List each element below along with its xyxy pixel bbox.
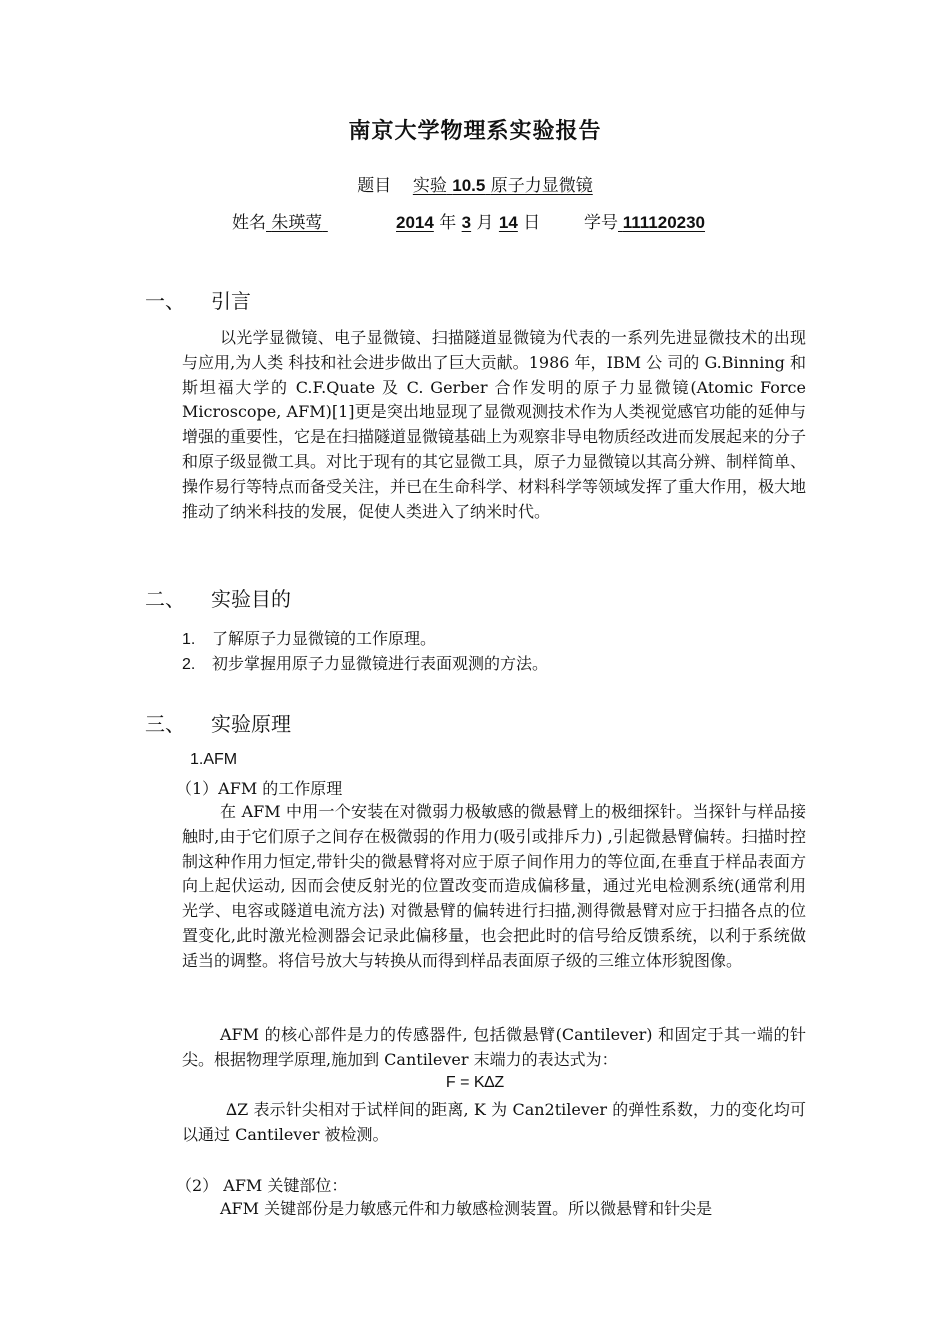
- subject-label: 题目: [357, 176, 392, 196]
- principle-paragraph: AFM 的核心部件是力的传感器件, 包括微悬臂(Cantilever) 和固定于其一端的针尖。根据物理学原理,施加到 Cantilever 末端力的表达式为：: [182, 1025, 806, 1069]
- list-item-number: 1.: [182, 631, 196, 648]
- section-heading-principle: [145, 708, 291, 737]
- report-title: 南京大学物理系实验报告: [348, 119, 602, 144]
- date-month: 3: [461, 213, 472, 232]
- section-heading-purpose: [145, 583, 291, 612]
- student-id-field: [584, 208, 705, 233]
- date-day-unit: 日: [523, 213, 541, 233]
- subject-name: 原子力显微镜: [490, 176, 593, 196]
- formula: F = K∆Z: [445, 1074, 505, 1091]
- student-id-label: 学号: [584, 213, 618, 233]
- section-title: 实验目的: [211, 587, 291, 611]
- subsection-heading: （1）AFM 的工作原理: [176, 779, 343, 798]
- subject-value: [413, 176, 593, 196]
- name-label: 姓名: [232, 213, 266, 233]
- subject-prefix: 实验: [412, 176, 447, 196]
- principle-paragraph: 在 AFM 中用一个安装在对微弱力极敏感的微悬臂上的极细探针。当探针与样品接触时,由于它们原子之间存在极微弱的作用力(吸引或排斥力) ,引起微悬臂偏转。扫描时控制这种作用力恒定,带针尖的微悬臂将对应于原子间作用力的等位面,在垂直于样品表面方向上起伏运动, 因而会使反射光的位置改变而造成偏移量，通过光电检测系统(通常利用光学、电容或隧道电流方法) 对微悬臂的偏转进行扫描,测得微悬臂对应于扫描各点的位置变化,此时激光检测器会记录此偏移量，也会把此时的信号给反馈系统，以利于系统做适当的调整。将信号放大与转换从而得到样品表面原子级的三维立体形貌图像。: [182, 802, 806, 970]
- section-heading-intro: [145, 285, 251, 314]
- name-field: [232, 208, 328, 233]
- section-title: 引言: [211, 289, 251, 313]
- subsection-heading: （2） AFM 关键部位：: [176, 1176, 348, 1195]
- subject-line: [0, 171, 950, 196]
- date-field: [396, 208, 540, 233]
- intro-paragraph: 以光学显微镜、电子显微镜、扫描隧道显微镜为代表的一系列先进显微技术的出现与应用,为人类 科技和社会进步做出了巨大贡献。1986 年，IBM 公 司的 G.Binning 和斯坦福大学的 C.F.Quate 及 C. Gerber 合作发明的原子力显微镜(Atomic Force Microscope, AFM)[1]更是突出地显现了显微观测技术作为人类视觉感官功能的延伸与增强的重要性，它是在扫描隧道显微镜基础上为观察非导电物质经改进而发展起来的分子和原子级显微工具。对比于现有的其它显微工具，原子力显微镜以其高分辨、制样简单、操作易行等特点而备受关注，并已在生命科学、材料科学等领域发挥了重大作用，极大地推动了纳米科技的发展，促使人类进入了纳米时代。: [182, 328, 807, 521]
- date-year: 2014: [396, 213, 434, 232]
- section-number: 一、: [145, 289, 185, 313]
- section-number: 二、: [145, 587, 185, 611]
- list-item-text: 了解原子力显微镜的工作原理。: [212, 629, 437, 648]
- list-item: [182, 626, 436, 649]
- subject-number: 10.5: [452, 176, 486, 195]
- list-item: [182, 651, 548, 674]
- student-id-value: [618, 213, 705, 232]
- name-value: [266, 213, 328, 233]
- list-item-number: 2.: [182, 656, 196, 673]
- subsection-heading: 1.AFM: [190, 751, 238, 768]
- principle-paragraph: AFM 关键部份是力敏感元件和力敏感检测装置。所以微悬臂和针尖是: [220, 1199, 713, 1218]
- student-id-text: 111120230: [622, 213, 706, 232]
- section-title: 实验原理: [211, 712, 291, 736]
- date-year-unit: 年: [439, 213, 457, 233]
- list-item-text: 初步掌握用原子力显微镜进行表面观测的方法。: [212, 654, 549, 673]
- section-number: 三、: [145, 712, 185, 736]
- date-month-unit: 月: [476, 213, 494, 233]
- principle-paragraph: ∆Z 表示针尖相对于试样间的距离, K 为 Can2tilever 的弹性系数，力的变化均可以通过 Cantilever 被检测。: [182, 1100, 806, 1144]
- name-text: 朱瑛莺: [271, 213, 323, 233]
- date-day: 14: [498, 213, 518, 232]
